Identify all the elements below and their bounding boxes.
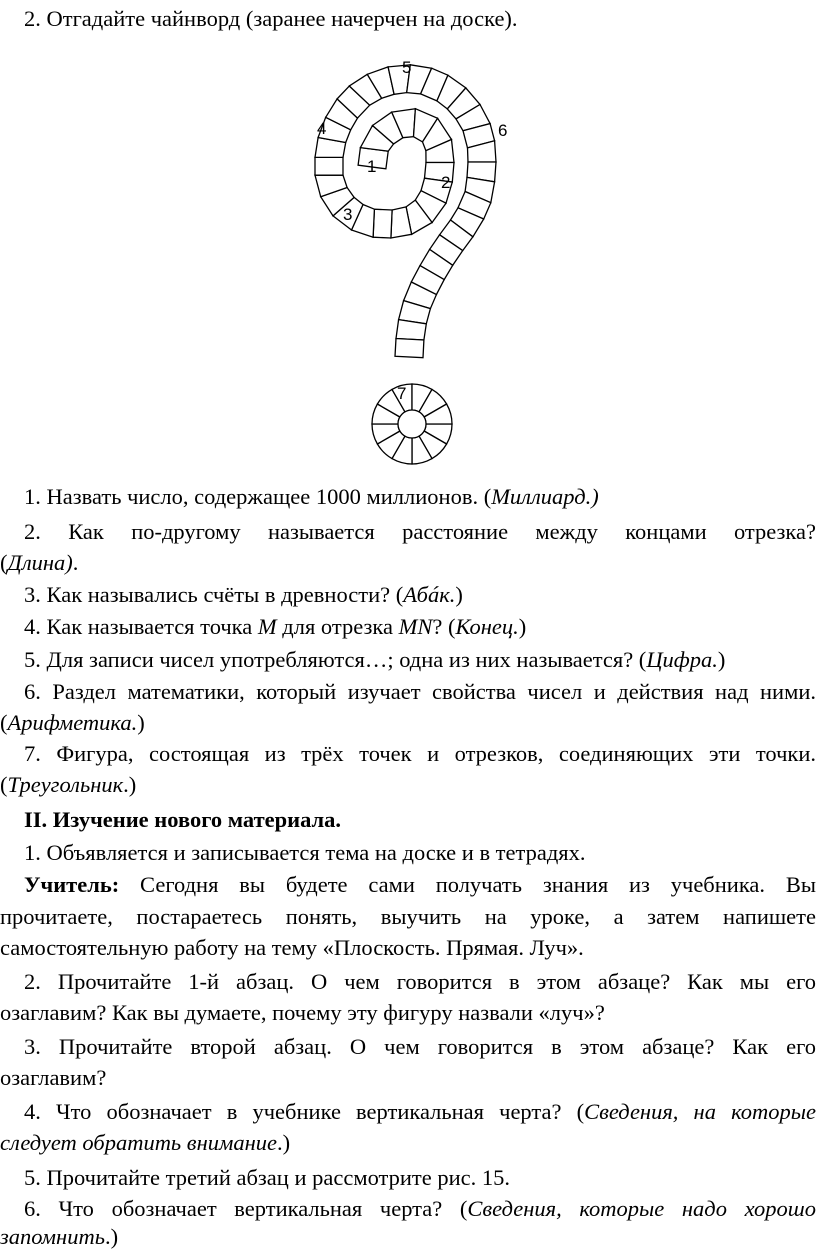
- question-7-line-1: 7. Фигура, состоящая из трёх точек и отрезков, соединяющих эти точки.: [24, 741, 816, 766]
- paragraph-2-line-1: 2. Прочитайте 1-й абзац. О чем говорится в этом абзаце? Как мы его: [24, 969, 816, 994]
- teacher-line-3: самостоятельную работу на тему «Плоскость. Прямая. Луч».: [0, 935, 584, 960]
- paragraph-6-line-1: 6. Что обозначает вертикальная черта? (Сведения, которые надо хорошо: [24, 1196, 816, 1221]
- section-title: II. Изучение нового материала.: [24, 807, 342, 832]
- puzzle-number-4: 4: [317, 119, 327, 138]
- teacher-line-2: прочитаете, постараетесь понять, выучить на уроке, а затем напишете: [0, 904, 816, 929]
- question-6-line-2: (Арифметика.): [0, 710, 145, 735]
- puzzle-number-2: 2: [441, 173, 451, 192]
- puzzle-cell: [373, 209, 392, 238]
- paragraph-3-line-2: озаглавим?: [0, 1065, 107, 1090]
- question-2-line-2: (Длина).: [0, 550, 79, 575]
- puzzle-number-5: 5: [402, 58, 412, 77]
- question-7-line-2: (Треугольник.): [0, 772, 137, 797]
- chainword-puzzle: [300, 52, 530, 472]
- question-3: 3. Как назывались счёты в древности? (Абáк.): [24, 582, 463, 607]
- question-5: 5. Для записи чисел употребляются…; одна из них называется? (Цифра.): [24, 647, 726, 672]
- question-4: 4. Как называется точка М для отрезка MN? (Конец.): [24, 614, 527, 639]
- paragraph-5: 5. Прочитайте третий абзац и рассмотрите рис. 15.: [24, 1165, 511, 1190]
- puzzle-number-6: 6: [498, 121, 508, 140]
- puzzle-number-7: 7: [397, 384, 407, 403]
- paragraph-4-line-1: 4. Что обозначает в учебнике вертикальная черта? (Сведения, на которые: [24, 1099, 816, 1124]
- puzzle-cell: [396, 320, 426, 340]
- teacher-line-1: Учитель: Сегодня вы будете сами получать знания из учебника. Вы: [24, 872, 816, 897]
- paragraph-6-line-2: запомнить.): [0, 1224, 119, 1249]
- puzzle-number-3: 3: [343, 205, 353, 224]
- question-2-line-1: 2. Как по-другому называется расстояние между концами отрезка?: [24, 519, 816, 544]
- question-1: 1. Назвать число, содержащее 1000 миллионов. (Миллиард.): [24, 484, 599, 509]
- puzzle-number-1: 1: [367, 157, 377, 176]
- puzzle-dot-center: [398, 410, 426, 438]
- puzzle-cell: [395, 339, 424, 358]
- paragraph-4-line-2: следует обратить внимание.): [0, 1130, 291, 1155]
- paragraph-1: 1. Объявляется и записывается тема на доске и в тетрадях.: [24, 840, 586, 865]
- puzzle-cell: [315, 157, 343, 175]
- question-6-line-1: 6. Раздел математики, который изучает свойства чисел и действия над ними.: [24, 679, 816, 704]
- task-heading: 2. Отгадайте чайнворд (заранее начерчен на доске).: [24, 6, 518, 31]
- paragraph-2-line-2: озаглавим? Как вы думаете, почему эту фигуру назвали «луч»?: [0, 1000, 605, 1025]
- paragraph-3-line-1: 3. Прочитайте второй абзац. О чем говорится в этом абзаце? Как его: [24, 1034, 816, 1059]
